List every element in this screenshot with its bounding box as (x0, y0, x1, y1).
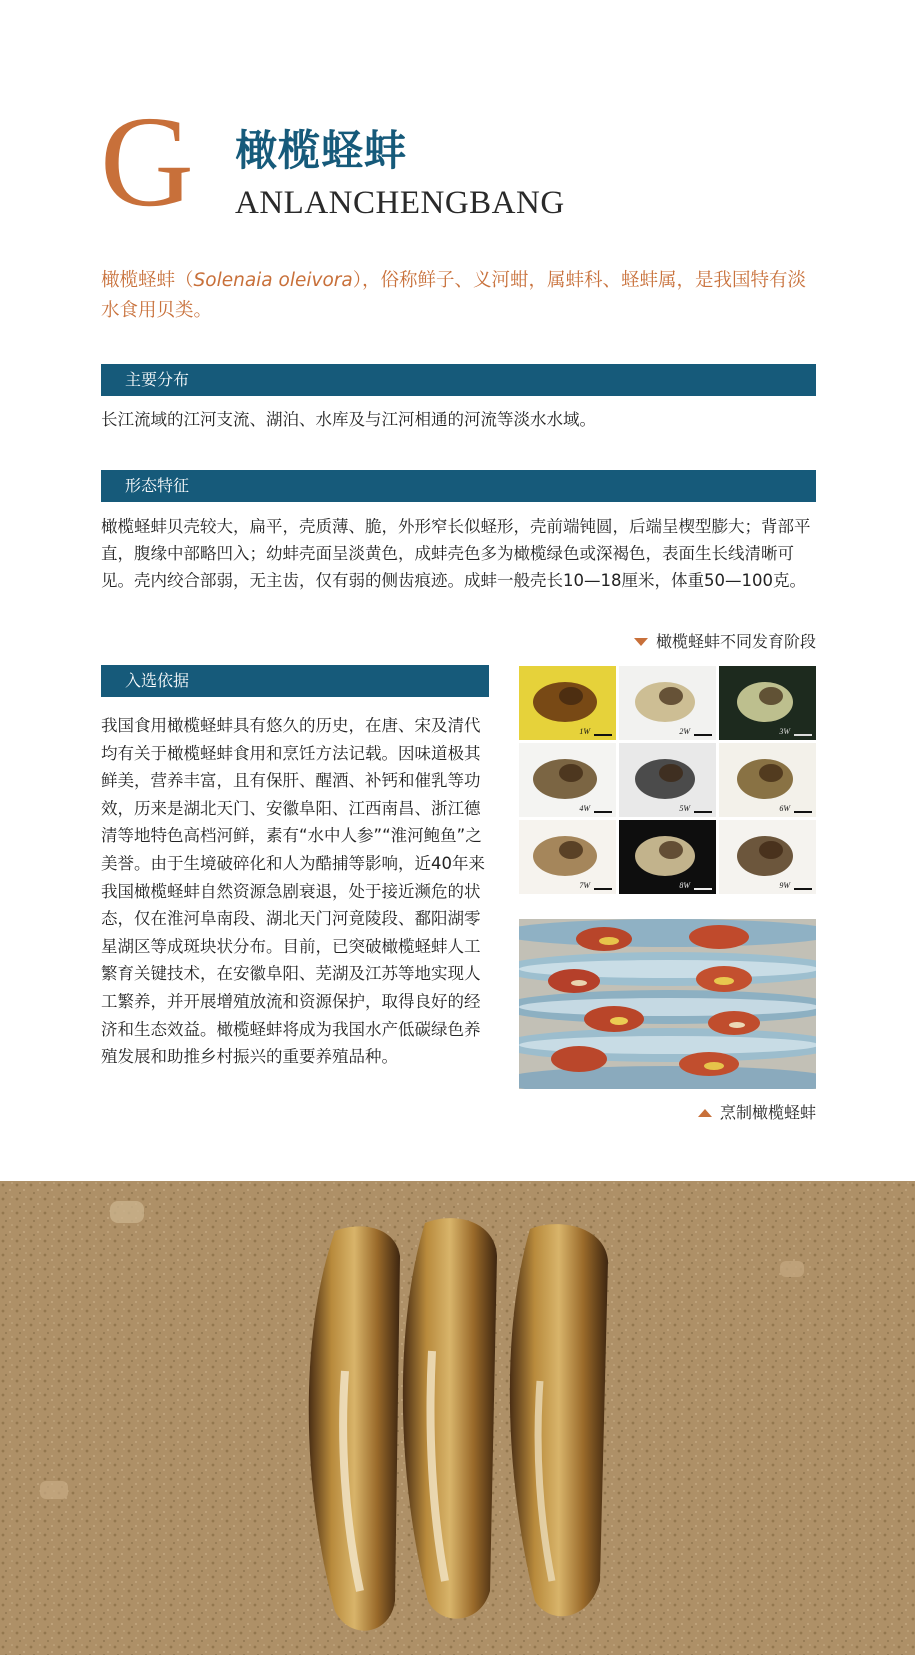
larva-image (719, 666, 816, 740)
stage-label: 1W (579, 727, 590, 736)
morphology-header: 形态特征 (101, 470, 816, 502)
scale-bar (794, 734, 812, 736)
development-stages-grid (519, 666, 816, 894)
scale-bar (694, 811, 712, 813)
intro-paragraph (101, 266, 821, 326)
stage-label: 6W (779, 804, 790, 813)
larva-image (519, 666, 616, 740)
stages-caption-text: 橄榄蛏蚌不同发育阶段 (655, 632, 816, 651)
page-header (100, 90, 820, 234)
mussel-shells-image (0, 1181, 915, 1655)
stage-label: 8W (679, 881, 690, 890)
larva-image (719, 820, 816, 894)
stage-thumbnail (519, 820, 616, 894)
cooked-dish-image (519, 919, 816, 1089)
triangle-up-icon (698, 1109, 712, 1117)
cooked-caption (698, 1102, 816, 1124)
stage-thumbnail (719, 820, 816, 894)
larva-image (519, 820, 616, 894)
distribution-text: 长江流域的江河支流、湖泊、水库及与江河相通的河流等淡水水域。 (101, 410, 596, 429)
scale-bar (794, 811, 812, 813)
stage-label: 9W (779, 881, 790, 890)
larva-image (519, 743, 616, 817)
stage-thumbnail (719, 743, 816, 817)
stage-thumbnail (719, 666, 816, 740)
page-title-pinyin: ANLANCHENGBANG (235, 185, 565, 221)
scale-bar (594, 734, 612, 736)
triangle-down-icon (634, 638, 648, 646)
stage-thumbnail (519, 743, 616, 817)
scale-bar (594, 811, 612, 813)
page-title: 橄榄蛏蚌 (235, 126, 408, 175)
intro-prefix: 橄榄蛏蚌（ (101, 270, 194, 291)
intro-suffix: ），俗称鲜子、义河蚶，属蚌科、蛏蚌属，是我国特有淡水食用贝类。 (101, 270, 806, 321)
stage-label: 7W (579, 881, 590, 890)
basis-text: 我国食用橄榄蛏蚌具有悠久的历史，在唐、宋及清代均有关于橄榄蛏蚌食用和烹饪方法记载。因味道极其鲜美，营养丰富，且有保肝、醒酒、补钙和催乳等功效，历来是湖北天门、安徽阜阳、江西南昌、浙江德清等地特色高档河鲜，素有“水中人参”“淮河鲍鱼”之美誉。由于生境破碎化和人为酷捕等影响，近40年来我国橄榄蛏蚌自然资源急剧衰退，处于接近濒危的状态，仅在淮河阜南段、湖北天门河竟陵段、鄱阳湖零星湖区等成斑块状分布。目前，已突破橄榄蛏蚌人工繁育关键技术，在安徽阜阳、芜湖及江苏等地实现人工繁养，并开展增殖放流和资源保护，取得良好的经济和生态效益。橄榄蛏蚌将成为我国水产低碳绿色养殖发展和助推乡村振兴的重要养殖品种。 (101, 716, 485, 1067)
section-letter: G (100, 90, 194, 234)
morphology-text: 橄榄蛏蚌贝壳较大，扁平，壳质薄、脆，外形窄长似蛏形，壳前端钝圆，后端呈楔型膨大；背部平直，腹缘中部略凹入；幼蚌壳面呈淡黄色，成蚌壳色多为橄榄绿色或深褐色，表面生长线清晰可见。壳内绞合部弱，无主齿，仅有弱的侧齿痕迹。成蚌一般壳长10—18厘米，体重50—100克。 (101, 517, 811, 590)
larva-image (619, 743, 716, 817)
cooked-dish-photo (519, 919, 816, 1089)
stage-thumbnail (619, 666, 716, 740)
larva-image (619, 666, 716, 740)
scale-bar (694, 888, 712, 890)
stages-caption (634, 631, 816, 653)
basis-header: 入选依据 (101, 665, 489, 697)
scale-bar (594, 888, 612, 890)
scale-bar (794, 888, 812, 890)
mussel-shells-photo (0, 1181, 915, 1655)
stage-thumbnail (519, 666, 616, 740)
stage-thumbnail (619, 820, 716, 894)
larva-image (719, 743, 816, 817)
distribution-header: 主要分布 (101, 364, 816, 396)
scientific-name: Solenaia oleivora (193, 270, 353, 291)
stage-thumbnail (619, 743, 716, 817)
scale-bar (694, 734, 712, 736)
stage-label: 2W (679, 727, 690, 736)
stage-label: 4W (579, 804, 590, 813)
stage-label: 5W (679, 804, 690, 813)
larva-image (619, 820, 716, 894)
stage-label: 3W (779, 727, 790, 736)
cooked-caption-text: 烹制橄榄蛏蚌 (719, 1103, 816, 1122)
